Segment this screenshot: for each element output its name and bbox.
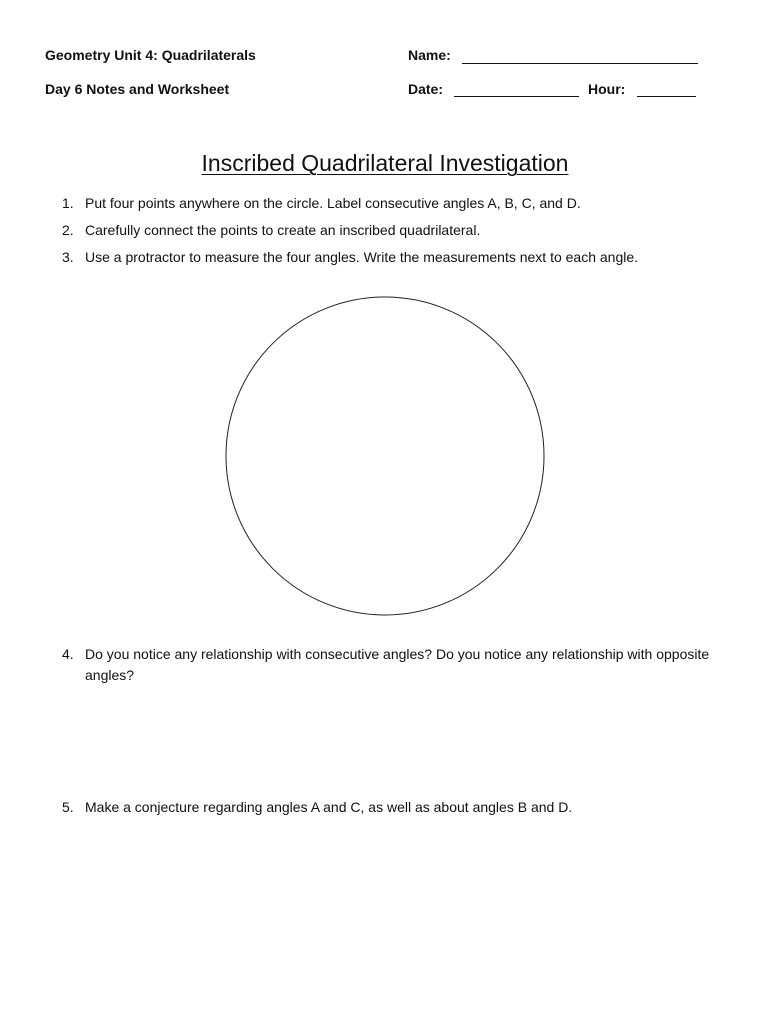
question-text: Make a conjecture regarding angles A and C, as well as about angles B and D.: [85, 799, 573, 815]
hour-label: Hour:: [588, 81, 626, 97]
question-item: [62, 797, 712, 818]
date-label: Date:: [408, 81, 444, 97]
instruction-number: 2.: [62, 222, 74, 238]
question-number: 4.: [62, 646, 74, 662]
page-title-text: Inscribed Quadrilateral Investigation: [201, 150, 569, 176]
question-number: 5.: [62, 799, 74, 815]
course-title: Geometry Unit 4: Quadrilaterals: [45, 47, 256, 63]
instruction-text: Carefully connect the points to create an inscribed quadrilateral.: [85, 222, 481, 238]
instruction-text: Use a protractor to measure the four angles. Write the measurements next to each angle.: [85, 249, 639, 265]
question-item: [62, 644, 712, 686]
instruction-number: 1.: [62, 195, 74, 211]
name-label: Name:: [408, 47, 451, 63]
day-subtitle: Day 6 Notes and Worksheet: [45, 81, 230, 97]
circle-outline[interactable]: [226, 297, 544, 615]
question-text: Do you notice any relationship with consecutive angles? Do you notice any relationship with opposite angles?: [85, 646, 710, 683]
instruction-text: Put four points anywhere on the circle. Label consecutive angles A, B, C, and D.: [85, 195, 581, 211]
instruction-number: 3.: [62, 249, 74, 265]
